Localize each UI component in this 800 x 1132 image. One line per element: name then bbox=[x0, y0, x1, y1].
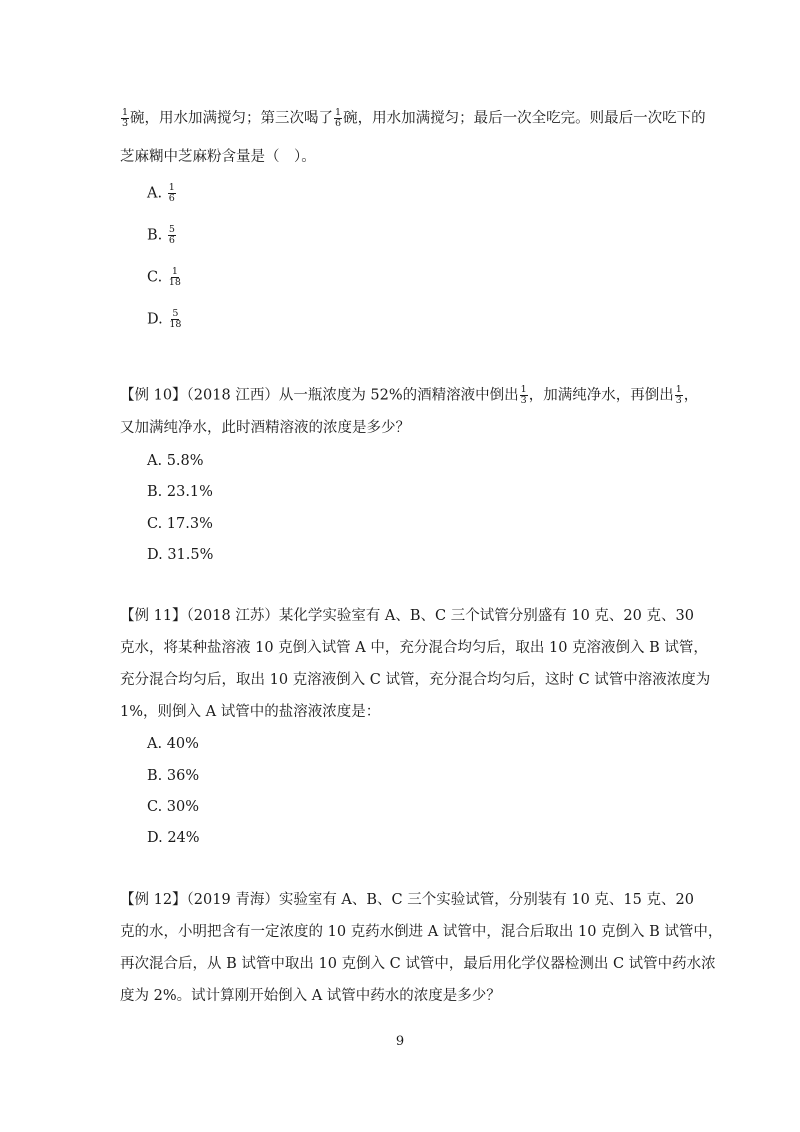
fraction: $\frac{1}{3}$ bbox=[520, 384, 527, 406]
option-d: D. 24% bbox=[147, 830, 200, 846]
example-12-line-1: 【例 12】（2019 青海）实验室有 A、B、C 三个实验试管，分别装有 10 克、15 克、20 bbox=[120, 892, 694, 908]
example-10-line-1: 【例 10】（2018 江西）从一瓶浓度为 52%的酒精溶液中倒出 $\frac{1}{3}$ ，加满纯净水，再倒出 $\frac{1}{3}$ ， bbox=[120, 384, 699, 406]
page-number: 9 bbox=[395, 1034, 405, 1049]
option-a: A. 40% bbox=[147, 736, 199, 752]
example-12-line-2: 克的水，小明把含有一定浓度的 10 克药水倒进 A 试管中，混合后取出 10 克倒入 B 试管中， bbox=[120, 924, 723, 940]
example-11-line-4: 1%，则倒入 A 试管中的盐溶液浓度是： bbox=[120, 704, 381, 720]
example-10-line-2: 又加满纯净水，此时酒精溶液的浓度是多少？ bbox=[120, 420, 410, 436]
option-c: C. 30% bbox=[147, 799, 200, 815]
option-c: C. 17.3% bbox=[147, 516, 213, 532]
example-12-line-3: 再次混合后，从 B 试管中取出 10 克倒入 C 试管中，最后用化学仪器检测出 C 试管中药水浓 bbox=[120, 956, 716, 972]
option-b: B. 23.1% bbox=[147, 484, 213, 500]
example-11-line-2: 克水，将某种盐溶液 10 克倒入试管 A 中，充分混合均匀后，取出 10 克溶液倒入 B 试管， bbox=[120, 640, 708, 656]
fraction: $\frac{1}{6}$ bbox=[335, 107, 342, 129]
option-d: D. 31.5% bbox=[147, 547, 214, 563]
option-b: B. $\frac{5}{6}$ bbox=[147, 224, 175, 246]
example-11-line-1: 【例 11】（2018 江苏）某化学实验室有 A、B、C 三个试管分别盛有 10 克、20 克、30 bbox=[120, 608, 694, 624]
q9-line-1: $\frac{1}{3}$ 碗，用水加满搅匀；第三次喝了 $\frac{1}{6}$ 碗，用水加满搅匀；最后一次全吃完。则最后一次吃下的 bbox=[122, 107, 706, 129]
q9-line-2: 芝麻糊中芝麻粉含量是（ ）。 bbox=[120, 149, 316, 165]
fraction: $\frac{1}{3}$ bbox=[122, 107, 129, 129]
option-b: B. 36% bbox=[147, 768, 200, 784]
option-a: A. $\frac{1}{6}$ bbox=[147, 182, 175, 204]
example-12-line-4: 度为 2%。试计算刚开始倒入 A 试管中药水的浓度是多少？ bbox=[120, 988, 501, 1004]
option-d: D. $\frac{5}{18}$ bbox=[147, 308, 182, 330]
option-a: A. 5.8% bbox=[147, 453, 204, 469]
option-c: C. $\frac{1}{18}$ bbox=[147, 266, 181, 288]
fraction: $\frac{1}{3}$ bbox=[675, 384, 682, 406]
example-11-line-3: 充分混合均匀后，取出 10 克溶液倒入 C 试管，充分混合均匀后，这时 C 试管中溶液浓度为 bbox=[120, 672, 711, 688]
